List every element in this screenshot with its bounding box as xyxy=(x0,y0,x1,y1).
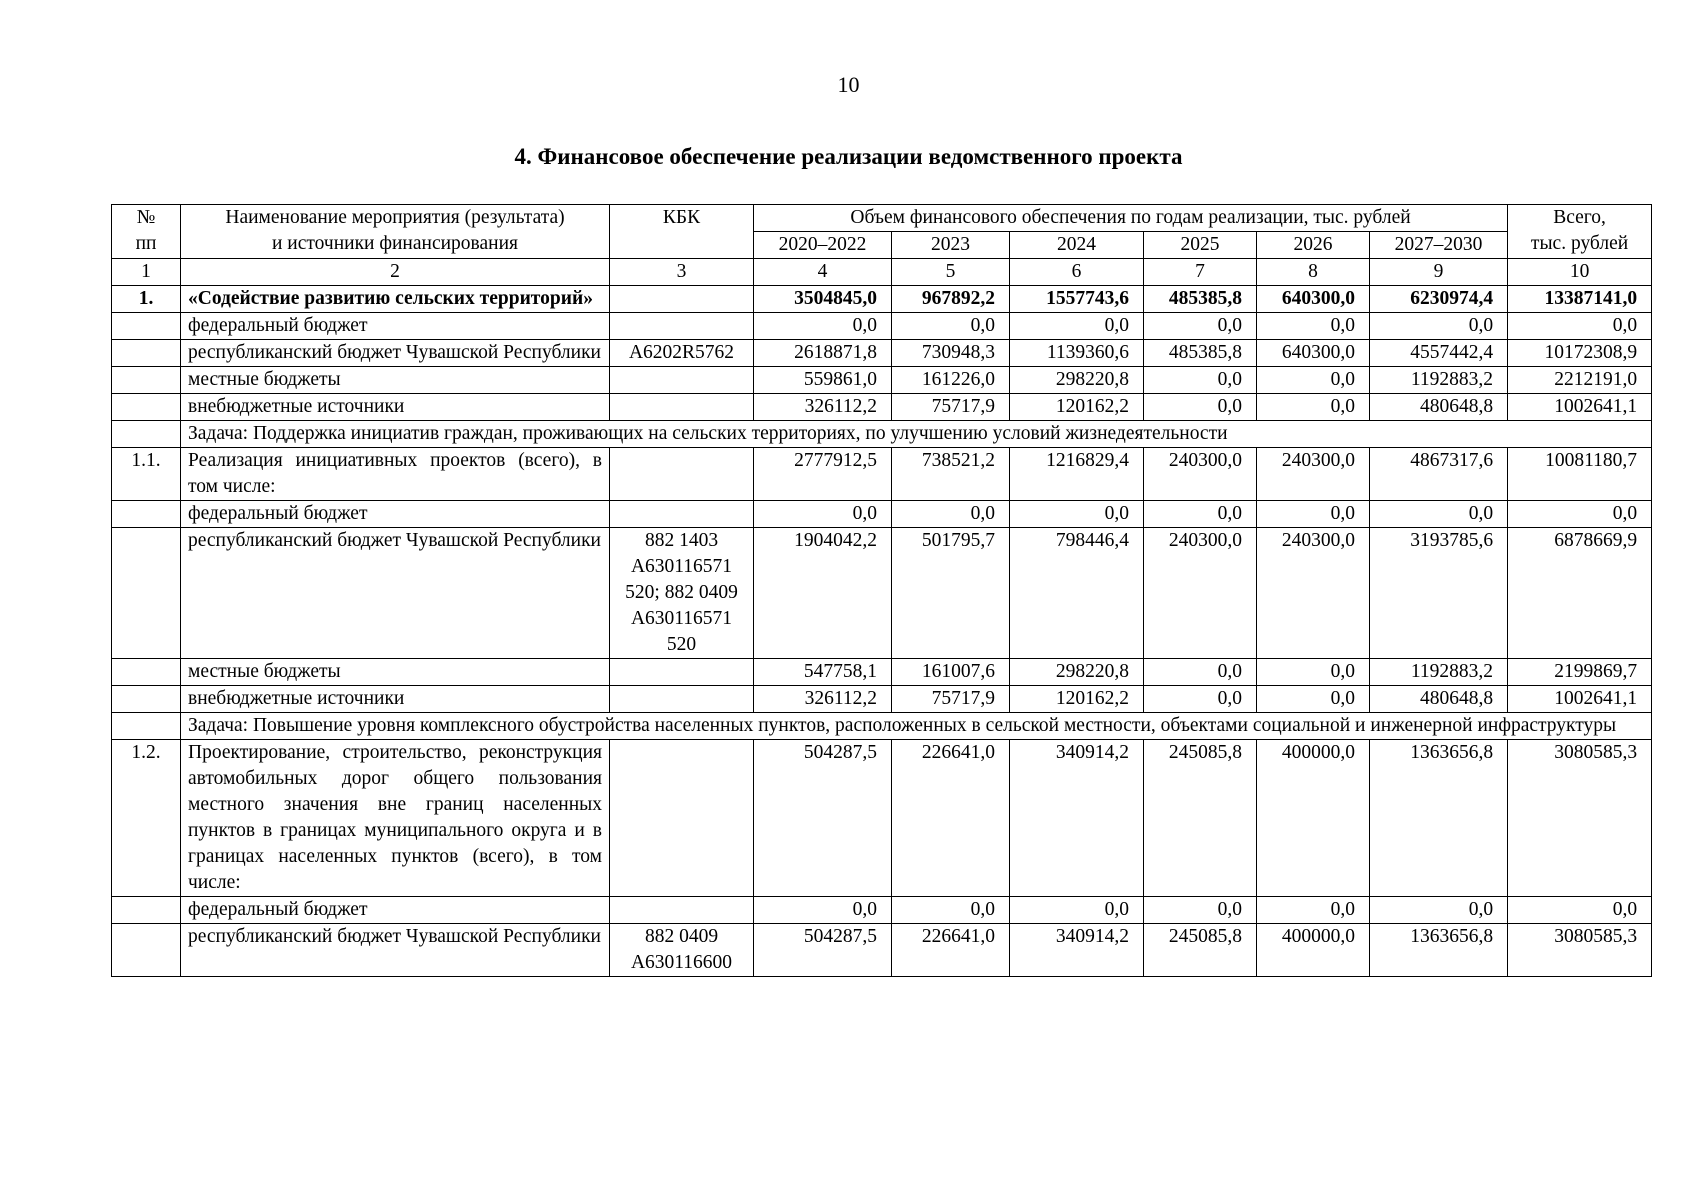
row-name: федеральный бюджет xyxy=(181,313,610,340)
row-name: «Содействие развитию сельских территорий» xyxy=(181,286,610,313)
row-name: внебюджетные источники xyxy=(181,394,610,421)
row-name: федеральный бюджет xyxy=(181,897,610,924)
row-number xyxy=(112,924,181,977)
row-number xyxy=(112,340,181,367)
col-number: 7 xyxy=(1144,259,1257,286)
row-kbk xyxy=(610,286,754,313)
row-value: 0,0 xyxy=(754,313,892,340)
measure-row xyxy=(112,448,1652,501)
row-value: 0,0 xyxy=(754,501,892,528)
row-value: 640300,0 xyxy=(1257,286,1370,313)
financing-table xyxy=(111,204,1652,977)
row-value: 3193785,6 xyxy=(1370,528,1508,659)
row-value: 0,0 xyxy=(1370,501,1508,528)
row-value: 1363656,8 xyxy=(1370,924,1508,977)
col-number: 10 xyxy=(1508,259,1652,286)
source-row xyxy=(112,367,1652,394)
source-row xyxy=(112,340,1652,367)
row-kbk: A6202R5762 xyxy=(610,340,754,367)
col-header-year: 2024 xyxy=(1010,232,1144,259)
row-value: 298220,8 xyxy=(1010,367,1144,394)
row-value: 161007,6 xyxy=(892,659,1010,686)
row-value: 798446,4 xyxy=(1010,528,1144,659)
row-value: 75717,9 xyxy=(892,686,1010,713)
row-value: 640300,0 xyxy=(1257,340,1370,367)
row-value: 0,0 xyxy=(754,897,892,924)
row-name: внебюджетные источники xyxy=(181,686,610,713)
row-number: 1.1. xyxy=(112,448,181,501)
row-number: 1.2. xyxy=(112,740,181,897)
col-number: 9 xyxy=(1370,259,1508,286)
row-value: 0,0 xyxy=(892,897,1010,924)
task-row xyxy=(112,421,1652,448)
row-number xyxy=(112,897,181,924)
row-value: 298220,8 xyxy=(1010,659,1144,686)
row-value: 1139360,6 xyxy=(1010,340,1144,367)
row-value: 1192883,2 xyxy=(1370,659,1508,686)
task-row-no-cell xyxy=(112,713,181,740)
section-title: 4. Финансовое обеспечение реализации ведомственного проекта xyxy=(514,144,1183,169)
row-value: 161226,0 xyxy=(892,367,1010,394)
table-body xyxy=(112,286,1652,977)
header-row-col-numbers xyxy=(112,259,1652,286)
row-value: 0,0 xyxy=(1257,313,1370,340)
row-value: 0,0 xyxy=(1144,313,1257,340)
row-number xyxy=(112,686,181,713)
row-value: 6878669,9 xyxy=(1508,528,1652,659)
row-name: местные бюджеты xyxy=(181,659,610,686)
col-header-no-line2: пп xyxy=(135,233,157,254)
col-header-kbk: КБК xyxy=(610,205,754,259)
col-header-volume: Объем финансового обеспечения по годам реализации, тыс. рублей xyxy=(754,205,1508,232)
row-kbk xyxy=(610,313,754,340)
row-name: республиканский бюджет Чувашской Республики xyxy=(181,924,610,977)
row-value: 3504845,0 xyxy=(754,286,892,313)
row-value: 0,0 xyxy=(1257,897,1370,924)
row-number xyxy=(112,367,181,394)
row-value: 400000,0 xyxy=(1257,740,1370,897)
row-value: 0,0 xyxy=(1508,313,1652,340)
row-number xyxy=(112,313,181,340)
col-header-name xyxy=(181,205,610,259)
row-value: 0,0 xyxy=(892,313,1010,340)
row-value: 485385,8 xyxy=(1144,340,1257,367)
row-value: 120162,2 xyxy=(1010,394,1144,421)
row-value: 738521,2 xyxy=(892,448,1010,501)
row-value: 2199869,7 xyxy=(1508,659,1652,686)
task-row-no-cell xyxy=(112,421,181,448)
col-header-year: 2023 xyxy=(892,232,1010,259)
row-value: 3080585,3 xyxy=(1508,740,1652,897)
row-name: республиканский бюджет Чувашской Республики xyxy=(181,340,610,367)
row-value: 0,0 xyxy=(1010,897,1144,924)
row-value: 0,0 xyxy=(1257,659,1370,686)
row-value: 2618871,8 xyxy=(754,340,892,367)
row-value: 0,0 xyxy=(1508,897,1652,924)
row-value: 2777912,5 xyxy=(754,448,892,501)
row-value: 485385,8 xyxy=(1144,286,1257,313)
row-kbk xyxy=(610,501,754,528)
col-header-total xyxy=(1508,205,1652,259)
row-value: 4867317,6 xyxy=(1370,448,1508,501)
row-value: 730948,3 xyxy=(892,340,1010,367)
row-value: 340914,2 xyxy=(1010,924,1144,977)
row-number: 1. xyxy=(112,286,181,313)
row-value: 4557442,4 xyxy=(1370,340,1508,367)
row-value: 0,0 xyxy=(1257,501,1370,528)
source-row xyxy=(112,394,1652,421)
row-name: Проектирование, строительство, реконструкция автомобильных дорог общего пользования местного значения вне границ населенных пунктов в границах муниципального округа и в границах населенных пунктов (всего), в том числе: xyxy=(181,740,610,897)
row-name: Реализация инициативных проектов (всего), в том числе: xyxy=(181,448,610,501)
header-row-1 xyxy=(112,205,1652,232)
row-value: 1363656,8 xyxy=(1370,740,1508,897)
row-number xyxy=(112,501,181,528)
row-kbk: 882 0409 A630116600 xyxy=(610,924,754,977)
task-text: Задача: Поддержка инициатив граждан, проживающих на сельских территориях, по улучшению условий жизнедеятельности xyxy=(181,421,1652,448)
col-header-total-line1: Всего, xyxy=(1553,207,1606,228)
col-header-year: 2025 xyxy=(1144,232,1257,259)
row-value: 120162,2 xyxy=(1010,686,1144,713)
row-value: 1557743,6 xyxy=(1010,286,1144,313)
row-value: 326112,2 xyxy=(754,686,892,713)
row-value: 10172308,9 xyxy=(1508,340,1652,367)
row-value: 1904042,2 xyxy=(754,528,892,659)
source-row xyxy=(112,659,1652,686)
col-number: 5 xyxy=(892,259,1010,286)
source-row xyxy=(112,313,1652,340)
col-header-no-line1: № xyxy=(136,207,156,228)
col-number: 1 xyxy=(112,259,181,286)
page-number: 10 xyxy=(837,72,860,97)
row-value: 501795,7 xyxy=(892,528,1010,659)
col-header-year: 2027–2030 xyxy=(1370,232,1508,259)
row-value: 480648,8 xyxy=(1370,686,1508,713)
row-value: 6230974,4 xyxy=(1370,286,1508,313)
row-value: 0,0 xyxy=(1144,686,1257,713)
row-value: 0,0 xyxy=(1257,367,1370,394)
row-value: 1002641,1 xyxy=(1508,394,1652,421)
row-value: 0,0 xyxy=(1010,313,1144,340)
row-value: 400000,0 xyxy=(1257,924,1370,977)
row-value: 340914,2 xyxy=(1010,740,1144,897)
row-value: 0,0 xyxy=(1010,501,1144,528)
row-value: 240300,0 xyxy=(1144,448,1257,501)
row-value: 559861,0 xyxy=(754,367,892,394)
row-value: 326112,2 xyxy=(754,394,892,421)
row-value: 13387141,0 xyxy=(1508,286,1652,313)
row-value: 0,0 xyxy=(892,501,1010,528)
row-number xyxy=(112,659,181,686)
row-value: 1192883,2 xyxy=(1370,367,1508,394)
row-value: 0,0 xyxy=(1144,501,1257,528)
col-header-no xyxy=(112,205,181,259)
row-value: 0,0 xyxy=(1257,394,1370,421)
row-value: 226641,0 xyxy=(892,740,1010,897)
row-value: 504287,5 xyxy=(754,740,892,897)
row-value: 0,0 xyxy=(1144,367,1257,394)
col-number: 2 xyxy=(181,259,610,286)
row-value: 1002641,1 xyxy=(1508,686,1652,713)
row-value: 0,0 xyxy=(1144,897,1257,924)
row-value: 3080585,3 xyxy=(1508,924,1652,977)
row-kbk xyxy=(610,394,754,421)
row-value: 0,0 xyxy=(1370,313,1508,340)
row-value: 240300,0 xyxy=(1257,448,1370,501)
row-kbk xyxy=(610,448,754,501)
row-name: республиканский бюджет Чувашской Республики xyxy=(181,528,610,659)
row-value: 0,0 xyxy=(1257,686,1370,713)
row-value: 2212191,0 xyxy=(1508,367,1652,394)
row-kbk xyxy=(610,897,754,924)
col-header-year: 2026 xyxy=(1257,232,1370,259)
row-kbk xyxy=(610,686,754,713)
row-kbk xyxy=(610,367,754,394)
row-value: 240300,0 xyxy=(1144,528,1257,659)
task-text: Задача: Повышение уровня комплексного обустройства населенных пунктов, расположенных в сельской местности, объектами социальной и инженерной инфраструктуры xyxy=(181,713,1652,740)
measure-row xyxy=(112,740,1652,897)
row-value: 480648,8 xyxy=(1370,394,1508,421)
row-kbk: 882 1403 A630116571 520; 882 0409 A630116571 520 xyxy=(610,528,754,659)
col-number: 3 xyxy=(610,259,754,286)
row-value: 0,0 xyxy=(1144,394,1257,421)
col-number: 4 xyxy=(754,259,892,286)
row-value: 0,0 xyxy=(1508,501,1652,528)
row-value: 240300,0 xyxy=(1257,528,1370,659)
row-value: 967892,2 xyxy=(892,286,1010,313)
row-value: 226641,0 xyxy=(892,924,1010,977)
row-name: местные бюджеты xyxy=(181,367,610,394)
row-value: 245085,8 xyxy=(1144,740,1257,897)
source-row xyxy=(112,924,1652,977)
measure-row xyxy=(112,286,1652,313)
row-name: федеральный бюджет xyxy=(181,501,610,528)
source-row xyxy=(112,686,1652,713)
col-header-name-line1: Наименование мероприятия (результата) xyxy=(225,207,565,228)
row-value: 0,0 xyxy=(1370,897,1508,924)
row-value: 245085,8 xyxy=(1144,924,1257,977)
row-value: 75717,9 xyxy=(892,394,1010,421)
col-number: 8 xyxy=(1257,259,1370,286)
col-header-total-line2: тыс. рублей xyxy=(1530,233,1629,254)
col-header-name-line2: и источники финансирования xyxy=(271,233,518,254)
row-number xyxy=(112,528,181,659)
source-row xyxy=(112,528,1652,659)
row-value: 547758,1 xyxy=(754,659,892,686)
row-number xyxy=(112,394,181,421)
task-row xyxy=(112,713,1652,740)
col-number: 6 xyxy=(1010,259,1144,286)
row-value: 504287,5 xyxy=(754,924,892,977)
row-value: 0,0 xyxy=(1144,659,1257,686)
col-header-year: 2020–2022 xyxy=(754,232,892,259)
source-row xyxy=(112,897,1652,924)
row-kbk xyxy=(610,659,754,686)
row-kbk xyxy=(610,740,754,897)
row-value: 1216829,4 xyxy=(1010,448,1144,501)
row-value: 10081180,7 xyxy=(1508,448,1652,501)
source-row xyxy=(112,501,1652,528)
